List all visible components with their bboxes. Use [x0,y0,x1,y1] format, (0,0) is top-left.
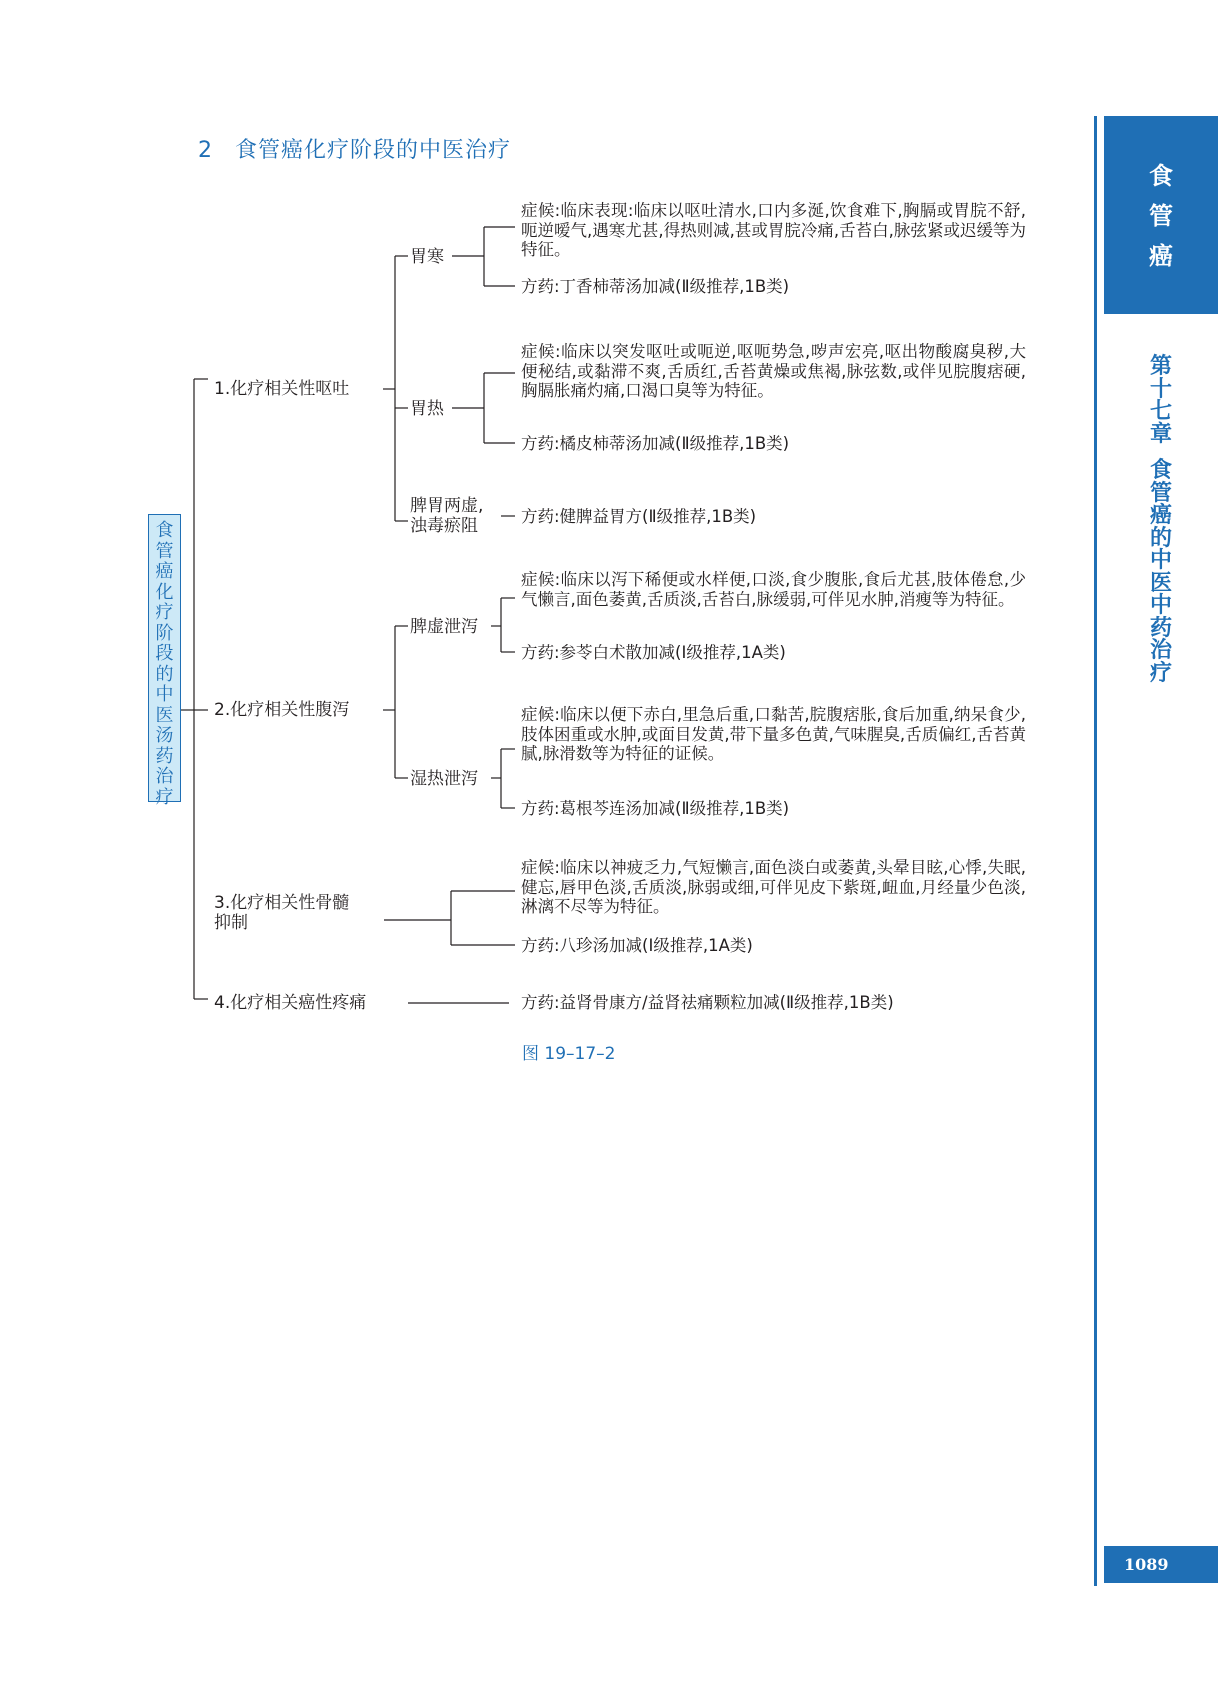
root-node [148,514,181,808]
chapter-title [1104,356,1218,685]
branch-3-label [214,893,349,933]
deficiency-label-line1: 脾胃两虚, [410,496,484,516]
root-label-char: 疗 [155,786,174,808]
node-damp-heat-diarrhea: 湿热泄泻 [410,769,478,789]
page-number-tab [1104,1546,1218,1583]
root-label-char: 中 [155,684,174,705]
chapter-tab-char: 癌 [1149,242,1173,270]
pain-formula: 方药:益肾骨康方/益肾祛痛颗粒加减(Ⅱ级推荐,1B类) [521,993,894,1012]
root-label-char: 化 [155,581,174,603]
branch-1-label: 1.化疗相关性呕吐 [214,379,350,399]
marrow-symptom: 症候:临床以神疲乏力,气短懒言,面色淡白或萎黄,头晕目眩,心悸,失眠,健忘,唇甲色淡,舌质淡,脉弱或细,可伴见皮下紫斑,衄血,月经量少色淡,淋漓不尽等为特征。 [521,858,1026,916]
branch-3-label-line1: 3.化疗相关性骨髓 [214,893,350,913]
root-label-char: 阶 [155,622,174,644]
root-label-char: 段 [155,643,174,664]
figure-caption: 图 19–17–2 [522,1044,616,1064]
root-label-char: 药 [155,745,174,767]
stomach-cold-formula: 方药:丁香柿蒂汤加减(Ⅱ级推荐,1B类) [521,277,790,296]
root-label-char: 管 [155,540,174,562]
stomach-cold-symptom: 症候:临床表现:临床以呕吐清水,口内多涎,饮食难下,胸膈或胃脘不舒,呃逆嗳气,遇寒尤甚,得热则减,甚或胃脘冷痛,舌苔白,脉弦紧或迟缓等为特征。 [521,201,1026,259]
chapter-title-char: 章 [1149,421,1172,447]
node-stomach-cold: 胃寒 [410,247,444,267]
chapter-title-char: 药 [1149,615,1172,641]
branch-3-label-line2: 抑制 [214,913,248,933]
sidebar-rule [1094,116,1097,1586]
chapter-tab-char: 食 [1149,162,1173,190]
chapter-title-char: 疗 [1149,660,1172,686]
chapter-tab [1104,116,1218,314]
chapter-title-char: 中 [1149,548,1172,573]
section-number: 2 [198,138,213,163]
chapter-title-char: 七 [1149,399,1172,424]
branch-2-label: 2.化疗相关性腹泻 [214,700,350,720]
chapter-title-char: 食 [1149,458,1172,483]
root-label-char: 癌 [155,561,174,582]
deficiency-label-line2: 浊毒瘀阻 [410,516,478,536]
spleen-diarrhea-formula: 方药:参苓白术散加减(Ⅰ级推荐,1A类) [521,643,786,662]
chapter-tab-label [1104,156,1218,276]
root-label-char: 汤 [155,725,174,746]
chapter-tab-char: 管 [1149,202,1173,230]
stomach-heat-formula: 方药:橘皮柿蒂汤加减(Ⅱ级推荐,1B类) [521,434,790,453]
chapter-title-char: 癌 [1149,503,1172,528]
node-stomach-heat: 胃热 [410,399,444,419]
deficiency-formula: 方药:健脾益胃方(Ⅱ级推荐,1B类) [521,507,757,526]
page-number: 1089 [1124,1555,1169,1574]
chapter-title-char: 十 [1149,376,1172,402]
chapter-title-char: 医 [1149,570,1172,596]
damp-heat-symptom: 症候:临床以便下赤白,里急后重,口黏苦,脘腹痞胀,食后加重,纳呆食少,肢体困重或水肿,或面目发黄,带下量多色黄,气味腥臭,舌质偏红,舌苔黄腻,脉滑数等为特征的证候。 [521,705,1026,763]
marrow-formula: 方药:八珍汤加减(Ⅰ级推荐,1A类) [521,936,753,955]
section-title-text: 食管癌化疗阶段的中医治疗 [235,138,512,163]
branch-4-label: 4.化疗相关癌性疼痛 [214,993,367,1013]
stomach-heat-symptom: 症候:临床以突发呕吐或呃逆,呕呃势急,哕声宏亮,呕出物酸腐臭秽,大便秘结,或黏滞不爽,舌质红,舌苔黄燥或焦褐,脉弦数,或伴见脘腹痞硬,胸膈胀痛灼痛,口渴口臭等为特征。 [521,342,1026,400]
chapter-title-char: 管 [1149,480,1172,506]
node-spleen-stomach-deficiency [410,496,483,536]
root-label-char: 医 [155,704,174,726]
chapter-title-char: 的 [1149,525,1172,551]
chapter-title-char: 治 [1149,638,1172,663]
spleen-diarrhea-symptom: 症候:临床以泻下稀便或水样便,口淡,食少腹胀,食后尤甚,肢体倦怠,少气懒言,面色萎黄,舌质淡,舌苔白,脉缓弱,可伴见水肿,消瘦等为特征。 [521,570,1026,609]
chapter-title-char: 中 [1149,593,1172,618]
chapter-title-char: 第 [1149,354,1172,379]
damp-heat-formula: 方药:葛根芩连汤加减(Ⅱ级推荐,1B类) [521,799,790,818]
node-spleen-deficiency-diarrhea: 脾虚泄泻 [410,617,478,637]
root-label-char: 食 [155,520,174,541]
root-label-char: 疗 [155,602,174,623]
root-label-char: 治 [155,766,174,787]
root-label-char: 的 [155,663,174,685]
root-node-label [149,521,180,808]
